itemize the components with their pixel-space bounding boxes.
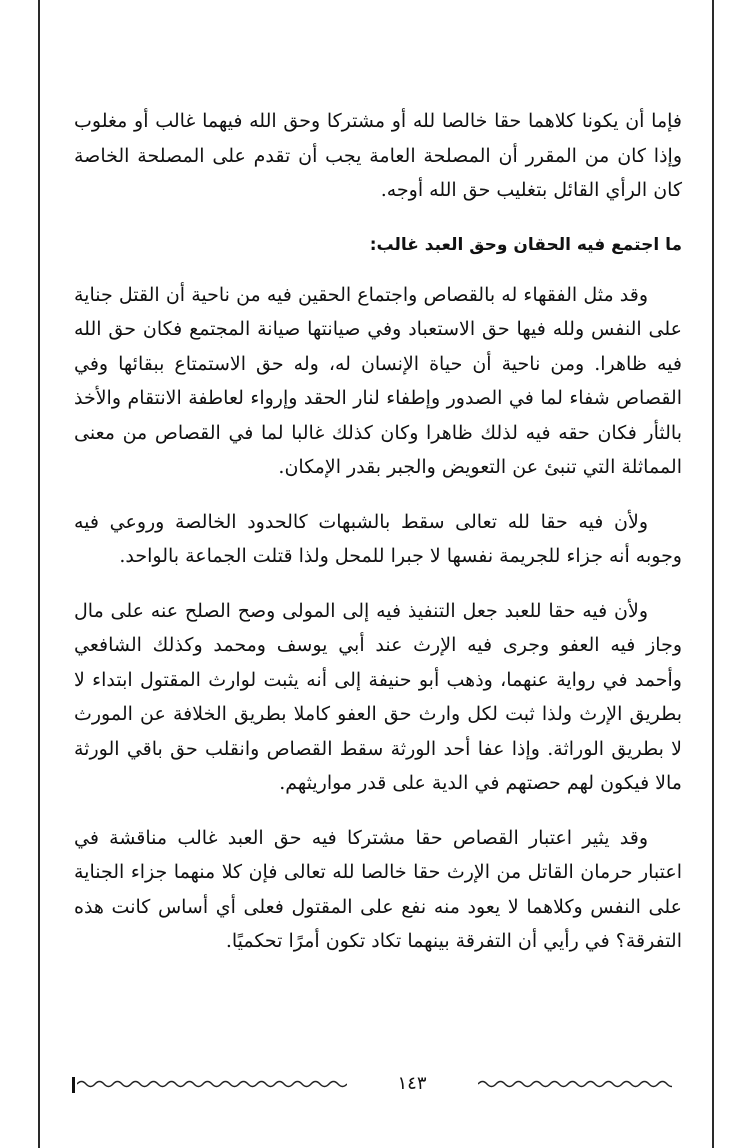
page-number: ١٤٣ xyxy=(397,1073,427,1094)
page-body xyxy=(74,104,682,979)
paragraph-5: وقد يثير اعتبار القصاص حقا مشتركا فيه حق العبد غالب مناقشة في اعتبار حرمان القاتل من الإرث حقا خالصا لله تعالى فإن كلا منهما جزاء الجناية على النفس وكلاهما لا يعود منه نفع على المقتول فعلى أي أساس كانت هذه التفرقة؟ في رأيي أن التفرقة بينهما تكاد تكون أمرًا تحكميًا. xyxy=(74,826,682,952)
page-border-left xyxy=(38,0,40,1148)
paragraph-1: فإما أن يكونا كلاهما حقا خالصا لله أو مشتركا وحق الله فيهما غالب أو مغلوب وإذا كان من المقرر أن المصلحة العامة يجب أن تقدم على المصلحة الخاصة كان الرأي القائل بتغليب حق الله أوجه. xyxy=(74,110,682,201)
page-footer xyxy=(72,1070,672,1100)
page-border-right xyxy=(712,0,714,1148)
footer-ornament-right xyxy=(478,1077,672,1091)
paragraph-2: وقد مثل الفقهاء له بالقصاص واجتماع الحقين فيه من ناحية أن القتل جناية على النفس ولله فيها حق الاستعباد وفي صيانتها صيانة المجتمع فكان حق الله فيه ظاهرا. ومن ناحية أن حياة الإنسان له، وله حق الاستمتاع ببقائها وفي القصاص شفاء لما في الصدور وإطفاء لنار الحقد وإرواء لعاطفة الانتقام والأخذ بالثأر فكان حقه فيه لذلك ظاهرا وكان كذلك غالبا لما في القصاص من معنى المماثلة التي تنبئ عن التعويض والجبر بقدر الإمكان. xyxy=(74,283,682,478)
footer-end-bar xyxy=(72,1077,75,1093)
paragraph-4: ولأن فيه حقا للعبد جعل التنفيذ فيه إلى المولى وصح الصلح عنه على مال وجاز فيه العفو وجرى فيه الإرث عند أبي يوسف ومحمد وكذلك الشافعي وأحمد في رواية عنهما، وذهب أبو حنيفة إلى أنه يثبت لوارث المقتول ابتداء لا بطريق الإرث ولذا ثبت لكل وارث حق العفو كاملا بطريق الخلافة عن المورث لا بطريق الوراثة. وإذا عفا أحد الورثة سقط القصاص وانقلب حق باقي الورثة مالا فيكون لهم حصتهم في الدية على قدر مواريثهم. xyxy=(74,599,682,794)
section-heading: ما اجتمع فيه الحقان وحق العبد غالب: xyxy=(369,234,682,255)
paragraph-3: ولأن فيه حقا لله تعالى سقط بالشبهات كالحدود الخالصة وروعي فيه وجوبه أنه جزاء للجريمة نفسها لا جبرا للمحل ولذا قتلت الجماعة بالواحد. xyxy=(74,510,682,567)
footer-ornament-left xyxy=(77,1077,347,1091)
